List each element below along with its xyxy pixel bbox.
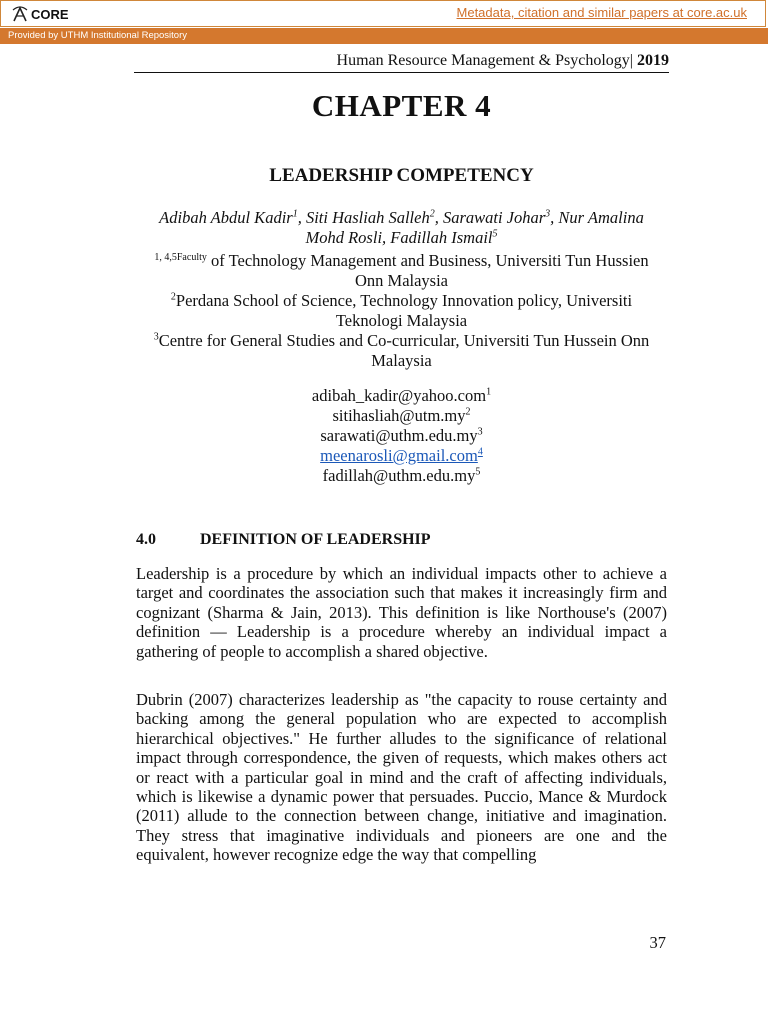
- affiliation: $^2$Perdana School of Science, Technology Innovation policy, Universiti Teknologi Malaysia: [170, 291, 633, 330]
- author-list: [140, 208, 663, 248]
- author: Sarawati Johar$^3$,: [442, 208, 559, 227]
- section-title: DEFINITION OF LEADERSHIP: [200, 531, 431, 548]
- email-entry: $fadillah@uthm.edu.my^5$: [322, 466, 481, 485]
- affiliation: $^{1, 4,5Faculty}$ of Technology Management and Business, Universiti Tun Hussien Onn Malaysia: [154, 251, 649, 290]
- running-head: [134, 52, 669, 70]
- section-number: 4.0: [136, 531, 156, 548]
- email-link[interactable]: meenarosli@gmail.com: [320, 446, 478, 465]
- core-metadata-link[interactable]: Metadata, citation and similar papers at core.ac.uk: [456, 5, 747, 20]
- body-paragraph: Dubrin (2007) characterizes leadership as "the capacity to rouse certainty and backing among the general population who are expected to accomplish hierarchical objectives." He further alludes to the significance of relational impact through correspondence, the given of requests, which makes others act or react with a particular goal in mind and the craft of affecting individuals, which is likewise a dynamic power that persuades. Puccio, Mance & Murdock (2011) allude to the connection between change, initiative and imagination. They stress that imaginative individuals and pioneers are one and the equivalent, however recognize edge the way that compelling: [136, 690, 667, 865]
- email-address: adibah_kadir@yahoo.com: [311, 386, 487, 405]
- author: Adibah Abdul Kadir$^1$,: [159, 208, 306, 227]
- email-address: sarawati@uthm.edu.my: [320, 426, 478, 445]
- core-logo[interactable]: [11, 5, 69, 23]
- provided-by-bar: [0, 28, 768, 44]
- chapter-title: CHAPTER 4: [311, 88, 492, 123]
- email-address: fadillah@uthm.edu.my: [322, 466, 476, 485]
- email-entry: $sarawati@uthm.edu.my^3$: [320, 426, 483, 445]
- author: Nur Amalina Mohd Rosli,: [305, 208, 644, 247]
- core-logo-icon: [11, 5, 29, 23]
- email-list: [134, 386, 669, 486]
- affiliation: $^3$Centre for General Studies and Co-curricular, Universiti Tun Hussein Onn Malaysia: [153, 331, 650, 370]
- affiliation-list: [140, 248, 663, 371]
- running-head-separator: |: [629, 52, 633, 69]
- journal-year: 2019: [637, 52, 669, 69]
- page-number: 37: [649, 933, 666, 952]
- body-paragraph: Leadership is a procedure by which an individual impacts other to achieve a target and coordinates the association such that makes it increasingly firm and cognizant (Sharma & Jain, 2013). This definition is like Northouse's (2007) definition — Leadership is a procedure whereby an individual impact a gathering of people to accomplish a shared objective.: [136, 564, 667, 661]
- author: Siti Hasliah Salleh$^2$,: [305, 208, 443, 227]
- email-entry: $sitihasliah@utm.my^2$: [332, 406, 471, 425]
- author: Fadillah Ismail$^5$: [390, 228, 498, 247]
- chapter-subtitle: LEADERSHIP COMPETENCY: [269, 165, 534, 186]
- header-rule: [134, 72, 669, 73]
- email-entry: adibah_kadir@yahoo.com$^1$: [311, 386, 492, 405]
- section-heading: [136, 531, 431, 549]
- email-address: sitihasliah@utm.my: [332, 406, 466, 425]
- core-logo-text: CORE: [31, 6, 69, 22]
- provided-by-text: Provided by UTHM Institutional Repository: [8, 30, 187, 41]
- core-banner: [0, 0, 766, 27]
- journal-name: Human Resource Management & Psychology: [336, 52, 630, 69]
- email-entry[interactable]: meenarosli@gmail.com$^4$: [320, 446, 483, 465]
